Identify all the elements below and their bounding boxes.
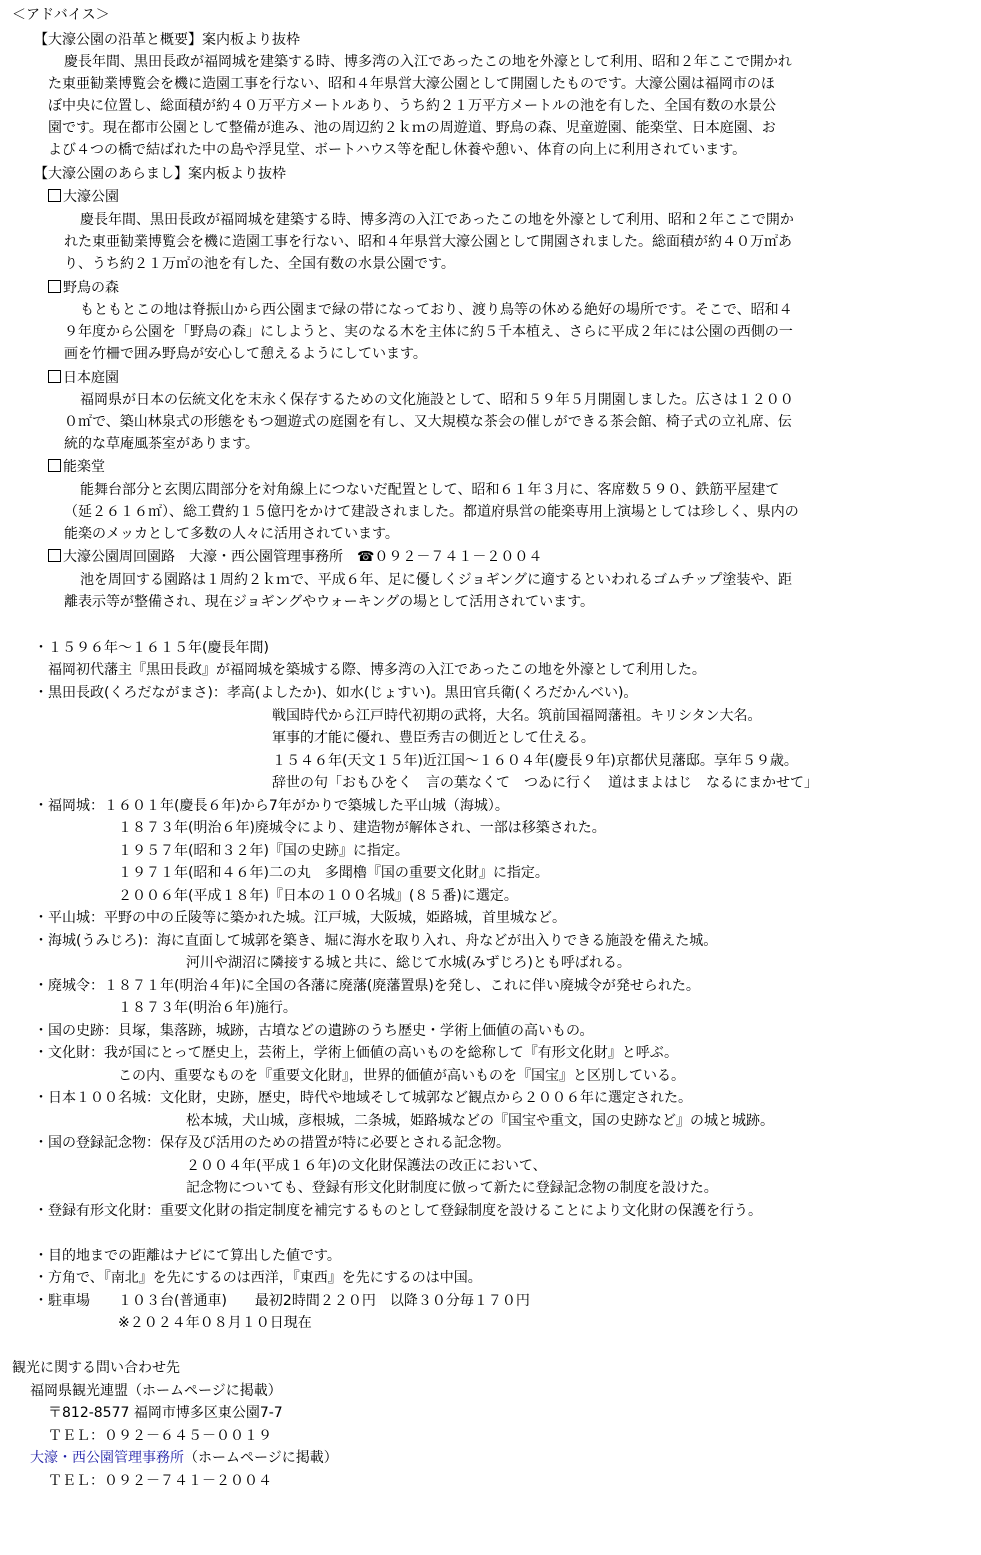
note-line: 軍事的才能に優れ、豊臣秀吉の側近として仕える。 <box>272 730 595 746</box>
section-title-bird-forest: 野鳥の森 <box>48 278 119 298</box>
note-line: この内、重要なものを『重要文化財』，世界的価値が高いものを『国宝』と区別している。 <box>118 1068 685 1084</box>
history-line: ぼ中央に位置し、総面積が約４０万平方メートルあり、うち約２１万平方メートルの池を有した、全国有数の水景公 <box>48 98 776 114</box>
history-line: た東亜勧業博覧会を機に造園工事を行ない、昭和４年県営大濠公園として開園したものです。大濠公園は福岡市のほ <box>48 76 775 92</box>
checkbox-square-icon <box>48 280 61 293</box>
section-line: 能舞台部分と玄関広間部分を対角線上につないだ配置として、昭和６１年３月に、客席数５９０、鉄筋平屋建て <box>80 482 780 498</box>
note-line: １９７１年(昭和４６年)二の丸 多聞櫓『国の重要文化財』に指定。 <box>118 865 549 881</box>
note-line: ・海城(うみじろ)：海に直面して城郭を築き、堀に海水を取り入れ、舟などが出入りできる施設を備えた城。 <box>34 933 718 949</box>
misc-line: ※２０２４年０８月１０日現在 <box>118 1315 312 1331</box>
section-line: 離表示等が整備され、現在ジョギングやウォーキングの場として活用されています。 <box>64 594 595 610</box>
section-line: 統的な草庵風茶室があります。 <box>64 436 259 452</box>
section-title-ohori-park: 大濠公園 <box>48 187 119 207</box>
checkbox-square-icon <box>48 459 61 472</box>
outline-heading: 【大濠公園のあらまし】案内板より抜枠 <box>34 166 286 182</box>
note-line: ・文化財：我が国にとって歴史上，芸術上，学術上価値の高いものを総称して『有形文化財』と呼ぶ。 <box>34 1045 678 1061</box>
section-line: 池を周回する園路は１周約２ｋｍで、平成６年、足に優しくジョギングに適するといわれるゴムチップ塗装や、距 <box>80 572 793 588</box>
note-line: ２００４年(平成１６年)の文化財保護法の改正において、 <box>186 1158 547 1174</box>
note-line: ２００６年(平成１８年)『日本の１００名城』(８５番)に選定。 <box>118 888 518 904</box>
section-title-japanese-garden: 日本庭園 <box>48 368 119 388</box>
note-line: ・国の史跡：貝塚，集落跡，城跡，古墳などの遺跡のうち歴史・学術上価値の高いもの。 <box>34 1023 594 1039</box>
contact-org2-tel: ＴＥＬ：０９２－７４１－２００４ <box>48 1473 272 1489</box>
contact-org1: 福岡県観光連盟（ホームページに掲載） <box>30 1383 282 1399</box>
section-line: もともとこの地は脊振山から西公園まで緑の帯になっており、渡り鳥等の休める絶好の場所です。そこで、昭和４ <box>80 302 793 318</box>
section-line: 福岡県が日本の伝統文化を末永く保存するための文化施設として、昭和５９年５月開園しました。広さは１２００ <box>80 392 794 408</box>
section-line: 慶長年間、黒田長政が福岡城を建築する時、博多湾の入江であったこの地を外濠として利用、昭和２年ここで開か <box>80 212 794 228</box>
checkbox-square-icon <box>48 189 61 202</box>
misc-line: ・目的地までの距離はナビにて算出した値です。 <box>34 1248 341 1264</box>
note-line: 松本城，犬山城，彦根城，二条城，姫路城などの『国宝や重文，国の史跡など』の城と城跡。 <box>186 1113 774 1129</box>
section-title-noh-theater: 能楽堂 <box>48 457 105 477</box>
section-line: ０㎡で、築山林泉式の形態をもつ廻遊式の庭園を有し、又大規模な茶会の催しができる茶会館、椅子式の立礼席、伝 <box>64 414 792 430</box>
section-line: 能楽のメッカとして多数の人々に活用されています。 <box>64 526 399 542</box>
history-line: よび４つの橋で結ばれた中の島や浮見堂、ボートハウス等を配し休養や憩い、体育の向上に利用されています。 <box>48 142 747 158</box>
contact-heading: 観光に関する問い合わせ先 <box>12 1360 180 1376</box>
note-line: ・廃城令：１８７１年(明治４年)に全国の各藩に廃藩(廃藩置県)を発し、これに伴い廃城令が発せられた。 <box>34 978 700 994</box>
section-line: れた東亜勧業博覧会を機に造園工事を行ない、昭和４年県営大濠公園として開園されました。総面積が約４０万㎡あ <box>64 234 792 250</box>
note-line: １８７３年(明治６年)廃城令により、建造物が解体され、一部は移築された。 <box>118 820 606 836</box>
contact-org1-address: 〒812-8577 福岡市博多区東公園7-7 <box>48 1405 283 1421</box>
contact-org1-tel: ＴＥＬ：０９２－６４５－００１９ <box>48 1428 272 1444</box>
note-line: 福岡初代藩主『黒田長政』が福岡城を築城する際、博多湾の入江であったこの地を外濠として利用した。 <box>48 662 706 678</box>
note-line: １５４６年(天文１５年)近江国～１６０４年(慶長９年)京都伏見藩邸。享年５９歳。 <box>272 753 798 769</box>
section-title-loop-path: 大濠公園周回園路 大濠・西公園管理事務所 ☎０９２－７４１－２００４ <box>48 547 542 567</box>
contact-org2-link[interactable]: 大濠・西公園管理事務所 <box>30 1450 184 1466</box>
note-line: １８７３年(明治６年)施行。 <box>118 1000 297 1016</box>
misc-line: ・方角で、『南北』を先にするのは西洋，『東西』を先にするのは中国。 <box>34 1270 482 1286</box>
contact-org2 <box>30 1448 338 1468</box>
contact-org2-note: （ホームページに掲載） <box>184 1450 338 1466</box>
note-line: ・福岡城：１６０１年(慶長６年)から7年がかりで築城した平山城（海城）。 <box>34 798 509 814</box>
note-line: ・黒田長政(くろだながまさ)：孝高(よしたか)、如水(じょすい)。黒田官兵衛(くろだかんべい)。 <box>34 685 638 701</box>
checkbox-square-icon <box>48 370 61 383</box>
note-line: ・登録有形文化財：重要文化財の指定制度を補完するものとして登録制度を設けることにより文化財の保護を行う。 <box>34 1203 762 1219</box>
note-line: 河川や湖沼に隣接する城と共に、総じて水城(みずじろ)とも呼ばれる。 <box>186 955 631 971</box>
advice-heading: ＜アドバイス＞ <box>12 7 110 23</box>
section-line: （延２６１６㎡）、総工費約１５億円をかけて建設されました。都道府県営の能楽専用上演場としては珍しく、県内の <box>64 504 799 520</box>
note-line: 辞世の句「おもひをく 言の葉なくて つゐに行く 道はまよはじ なるにまかせて」 <box>272 775 818 791</box>
checkbox-square-icon <box>48 549 61 562</box>
note-line: 記念物についても、登録有形文化財制度に倣って新たに登録記念物の制度を設けた。 <box>186 1180 718 1196</box>
section-line: り、うち約２１万㎡の池を有した、全国有数の水景公園です。 <box>64 256 455 272</box>
history-line: 慶長年間、黒田長政が福岡城を建築する時、博多湾の入江であったこの地を外濠として利用、昭和２年ここで開かれ <box>64 54 792 70</box>
note-line: １９５７年(昭和３２年)『国の史跡』に指定。 <box>118 843 409 859</box>
note-line: ・１５９６年～１６１５年(慶長年間) <box>34 640 269 656</box>
history-heading: 【大濠公園の沿革と概要】案内板より抜枠 <box>34 32 300 48</box>
section-line: 画を竹柵で囲み野鳥が安心して憩えるようにしています。 <box>64 346 427 362</box>
note-line: ・日本１００名城：文化財，史跡，歴史，時代や地域そして城郭など観点から２００６年に選定された。 <box>34 1090 692 1106</box>
misc-line: ・駐車場 １０３台(普通車) 最初2時間２２０円 以降３０分毎１７０円 <box>34 1293 530 1309</box>
section-line: ９年度から公園を「野鳥の森」にしようと、実のなる木を主体に約５千本植え、さらに平成２年には公園の西側の一 <box>64 324 793 340</box>
history-line: 園です。現在都市公園として整備が進み、池の周辺約２ｋｍの周遊道、野鳥の森、児童遊園、能楽堂、日本庭園、お <box>48 120 776 136</box>
note-line: 戦国時代から江戸時代初期の武将，大名。筑前国福岡藩祖。キリシタン大名。 <box>272 708 762 724</box>
note-line: ・国の登録記念物：保存及び活用のための措置が特に必要とされる記念物。 <box>34 1135 510 1151</box>
note-line: ・平山城：平野の中の丘陵等に築かれた城。江戸城，大阪城，姫路城，首里城など。 <box>34 910 566 926</box>
